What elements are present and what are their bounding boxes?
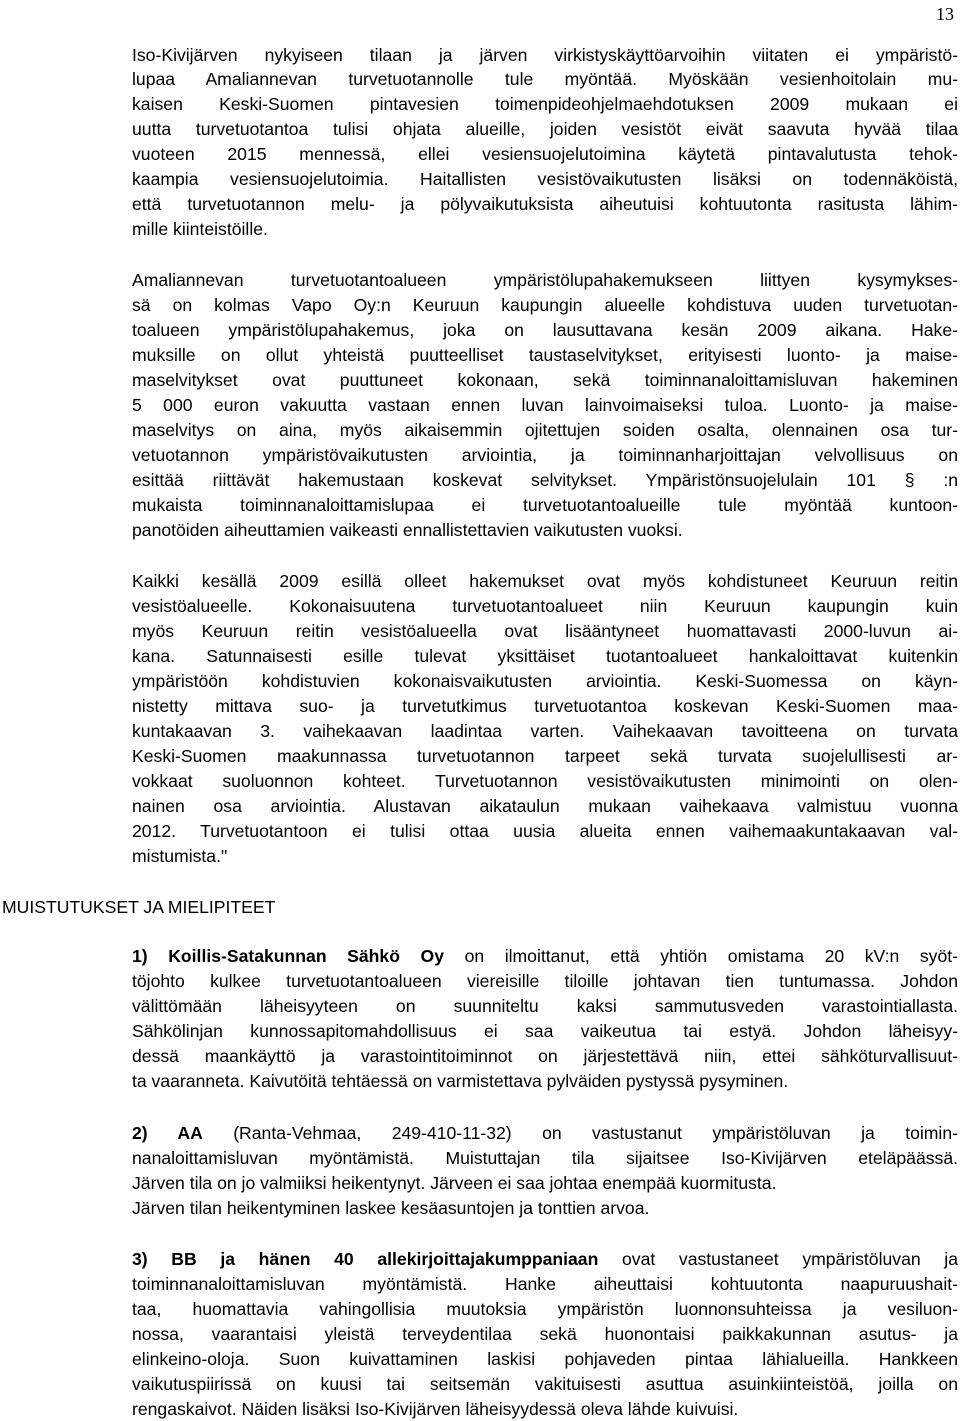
text-line: nossa, vaarantaisi yleistä terveydentilaa sekä huonontaisi paikkakunnan asutus- ja	[132, 1324, 958, 1344]
text-line: kuntakaavan 3. vaihekaavan laadintaa varten. Vaihekaavan tavoitteena on turvata	[132, 721, 958, 741]
text-line: 2012. Turvetuotantoon ei tulisi ottaa uusia alueita ennen vaihemaakuntakaavan val-	[132, 821, 958, 841]
text-line: ympäristöön kohdistuvien kokonaisvaikutusten arviointia. Keski-Suomessa on käyn-	[132, 671, 958, 691]
statement-text: (Ranta-Vehmaa, 249-410-11-32) on vastustanut ympäristöluvan ja toimin-	[202, 1123, 958, 1143]
section-heading: MUISTUTUKSET JA MIELIPITEET	[2, 897, 276, 917]
statement-author: 1) Koillis-Satakunnan Sähkö Oy	[132, 946, 444, 966]
text-line: nistetty mittava suo- ja turvetutkimus turvetuotantoa koskevan Keski-Suomen maa-	[132, 696, 958, 716]
text-line: Keski-Suomen maakunnassa turvetuotannon tarpeet sekä turvata suojelullisesti ar-	[132, 746, 958, 766]
statement-author: 3) BB ja hänen 40 allekirjoittajakumppaniaan	[132, 1249, 599, 1269]
text-line	[132, 1247, 958, 1271]
text-line: Amaliannevan turvetuotantoalueen ympäristölupahakemukseen liittyen kysymykses-	[132, 270, 958, 290]
text-line: ta vaaranneta. Kaivutöitä tehtäessä on varmistettava pylväiden pystyssä pysyminen.	[132, 1071, 789, 1091]
text-line: vesistöalueelle. Kokonaisuutena turvetuotantoalueet niin Keuruun kaupungin kuin	[132, 596, 958, 616]
text-line: vaikutuspiirissä on kuusi tai seitsemän vakituisesti asuttua asuinkiinteistöä, joilla on	[132, 1374, 958, 1394]
text-line: taa, huomattavia vahingollisia muutoksia ympäristön luonnonsuhteissa ja vesiluon-	[132, 1299, 958, 1319]
text-line: esittää riittävät hakemustaan koskevat selvitykset. Ympäristönsuojelulain 101 § :n	[132, 470, 958, 490]
text-line: muksille on ollut yhteistä puutteelliset taustaselvitykset, erityisesti luonto- ja maise-	[132, 345, 958, 365]
page-number: 13	[936, 4, 954, 24]
text-line: nanaloittamisluvan myöntämistä. Muistuttajan tila sijaitsee Iso-Kivijärven eteläpäässä.	[132, 1148, 958, 1168]
text-line: vokkaat suoluonnon kohteet. Turvetuotannon vesistövaikutusten minimointi on olen-	[132, 771, 958, 791]
text-line: vetuotannon ympäristövaikutusten arviointia, ja toiminnanharjoittajan velvollisuus on	[132, 445, 958, 465]
text-line: Järven tilan heikentyminen laskee kesäasuntojen ja tonttien arvoa.	[132, 1198, 650, 1218]
text-line: 5 000 euron vakuutta vastaan ennen luvan lainvoimaiseksi tuloa. Luonto- ja maise-	[132, 395, 958, 415]
text-line: kana. Satunnaisesti esille tulevat yksittäiset tuotantoalueet hankaloittavat kuitenkin	[132, 646, 958, 666]
statement-text: on ilmoittanut, että yhtiön omistama 20 kV:n syöt-	[444, 946, 958, 966]
text-line: mille kiinteistöille.	[132, 219, 268, 239]
text-line: välittömään läheisyyteen on suunniteltu kaksi sammutusveden varastointiallasta.	[132, 996, 958, 1016]
text-line: kaisen Keski-Suomen pintavesien toimenpideohjelmaehdotuksen 2009 mukaan ei	[132, 94, 958, 114]
text-line: lupaa Amaliannevan turvetuotannolle tule myöntää. Myöskään vesienhoitolain mu-	[132, 69, 958, 89]
text-line: elinkeino-oloja. Suon kuivattaminen laskisi pohjaveden pintaa lähialueilla. Hankkeen	[132, 1349, 958, 1369]
text-line: sä on kolmas Vapo Oy:n Keuruun kaupungin alueelle kohdistuva uuden turvetuotan-	[132, 295, 958, 315]
text-line: maselvitys on aina, myös aikaisemmin ojitettujen soiden osalta, olennainen osa tur-	[132, 420, 958, 440]
text-line: Kaikki kesällä 2009 esillä olleet hakemukset ovat myös kohdistuneet Keuruun reitin	[132, 571, 958, 591]
statement-text: ovat vastustaneet ympäristöluvan ja	[598, 1249, 958, 1269]
text-line: uutta turvetuotantoa tulisi ohjata alueille, joiden vesistöt eivät saavuta hyvää tilaa	[132, 119, 958, 139]
text-line: rengaskaivot. Näiden lisäksi Iso-Kivijärven läheisyydessä oleva lähde kuivuisi.	[132, 1399, 739, 1419]
text-line: maselvitykset ovat puuttuneet kokonaan, sekä toiminnanaloittamisluvan hakeminen	[132, 370, 958, 390]
text-line: että turvetuotannon melu- ja pölyvaikutuksista aiheutuisi kohtuutonta rasitusta lähim-	[132, 194, 958, 214]
text-line: panotöiden aiheuttamien vaikeasti ennallistettavien vaikutusten vuoksi.	[132, 520, 683, 540]
statement-author: 2) AA	[132, 1123, 203, 1143]
text-line: toalueen ympäristölupahakemus, joka on lausuttavana kesän 2009 aikana. Hake-	[132, 320, 958, 340]
text-line: dessä maankäyttö ja varastointitoiminnot on järjestettävä niin, ettei sähköturvallisuut-	[132, 1046, 958, 1066]
text-line: myös Keuruun reitin vesistöalueella ovat lisääntyneet huomattavasti 2000-luvun ai-	[132, 621, 958, 641]
text-line: kaampia vesiensuojelutoimia. Haitallisten vesistövaikutusten lisäksi on todennäköistä,	[132, 169, 958, 189]
text-line: Iso-Kivijärven nykyiseen tilaan ja järven virkistyskäyttöarvoihin viitaten ei ympäristö-	[132, 45, 958, 65]
text-line: mukaista toiminnanaloittamislupaa ei turvetuotantoalueille tule myöntää kuntoon-	[132, 495, 958, 515]
text-line: vuoteen 2015 mennessä, ellei vesiensuojelutoimina käytetä pintavalutusta tehok-	[132, 144, 958, 164]
text-line: toiminnanaloittamisluvan myöntämistä. Hanke aiheuttaisi kohtuutonta naapuruushait-	[132, 1274, 958, 1294]
text-line	[132, 944, 958, 968]
text-line: nainen osa arviointia. Alustavan aikataulun mukaan vaihekaava valmistuu vuonna	[132, 796, 958, 816]
text-line: mistumista."	[132, 846, 228, 866]
text-line: töjohto kulkee turvetuotantoalueen viereisille tiloille johtavan tien tuntumassa. Johdon	[132, 971, 958, 991]
text-line: Järven tila on jo valmiiksi heikentynyt. Järveen ei saa johtaa enempää kuormitusta.	[132, 1173, 777, 1193]
text-line: Sähkölinjan kunnossapitomahdollisuus ei saa vaikeutua tai estyä. Johdon läheisyy-	[132, 1021, 958, 1041]
text-line	[132, 1121, 958, 1145]
